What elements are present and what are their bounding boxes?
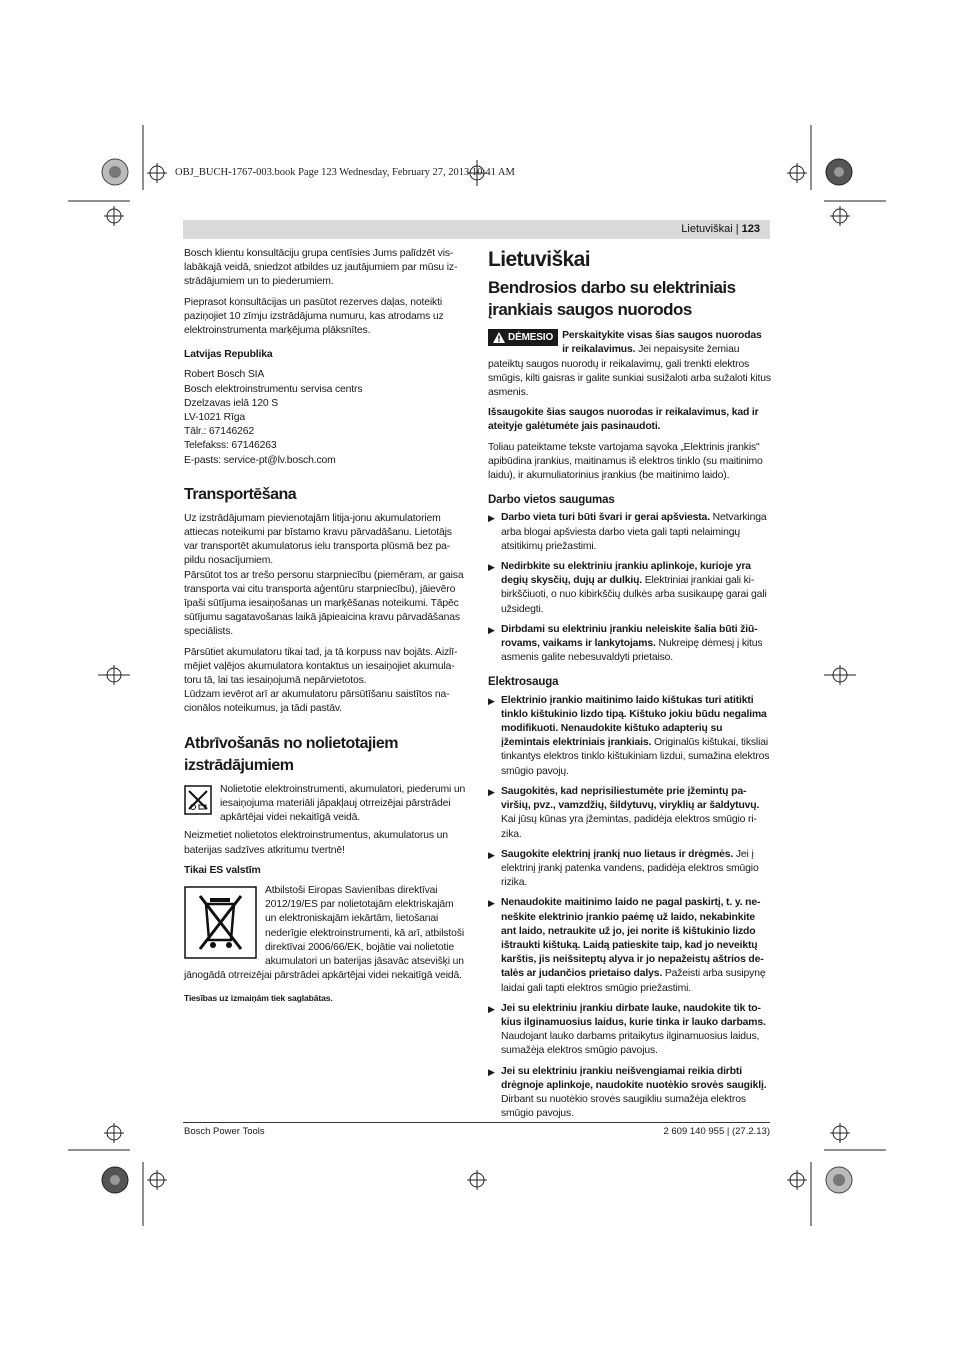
header-text: Lietuviškai | 123 [681, 223, 760, 235]
item-bold: Dirbdami su elektriniu įrankiu neleiskite šalia būti žiūrovams, vaikams ir lankytojams. [501, 623, 758, 650]
item-text: Naudojant lauko darbams pritaikytus ilginamuosius laidus, sumažėja elektros smūgio pavojus. [501, 1031, 760, 1057]
item-text: Dirbant su nuotėkio srovės saugikliu sumažėja elektros smūgio pavojus. [501, 1093, 746, 1120]
paragraph: Bosch klientu konsultāciju grupa centīsies Jums palīdzēt vislabākajā veidā, sniedzot atbildes uz jautājumiem par mūsu izstrādājumiem un to piederumiem. [184, 248, 458, 288]
list-item [488, 896, 771, 995]
paragraph: Uz izstrādājumam pievienotajām litija-jonu akumulatoriem attiecas noteikumi par bīstamo kravu pārvadāšanu. Lietotājs var transportēt akumulatorus ielu transporta plūsmā bez papildu nosacījumiem. [184, 512, 452, 567]
address-line: Bosch elektroinstrumentu servisa centrs [184, 383, 363, 395]
paragraph: Pārsūtot tos ar trešo personu starpniecību (piemēram, ar gaisa transporta vai citu transporta aģentūru starpniecību), jāievēro īpaši sūtījuma iesaiņošanas un marķēšanas noteikumi. Tāpēc sūtījumu sagatavošanas laikā jāpieaicina kravu pārvadāšanas speciālists. [184, 569, 464, 638]
paragraph: Pieprasot konsultācijas un pasūtot rezerves daļas, noteikti paziņojiet 10 zīmju izstrādājuma numuru, kas atrodams uz elektroinstrumenta marķējuma plāksnītes. [184, 296, 444, 337]
item-bold: Saugokite elektrinį įrankį nuo lietaus ir drėgmės. [501, 848, 734, 860]
list-item [488, 1065, 771, 1122]
page-number: 123 [741, 223, 760, 235]
section-heading-transport: Transportēšana [184, 485, 297, 503]
item-text: Pažeisti arba susipynę laidai gali tapti elektros smūgio priežastimi. [501, 968, 766, 994]
paragraph: Atbilstoši Eiropas Savienības direktīvai 2012/19/ES par nolietotajām elektriskajām un elektroniskajām iekārtām, lietošanai nederīgie elektroinstrumenti, kā arī, atbilstoši direktīvai 2006/66/EK, bojātie vai nolietotie akumulatori un baterijas jāsavāc atsevišķi un jānogādā otrreizējai pārstrādei apkārtējai videi nekaitīgā veidā. [184, 884, 464, 982]
eu-only-heading: Tikai ES valstīm [184, 864, 261, 876]
address-line: Robert Bosch SIA [184, 369, 265, 381]
arrow-bullet-icon: ▶ [488, 1003, 495, 1014]
subsection-heading-work: Darbo vietos saugumas [488, 494, 615, 507]
address-block [184, 368, 467, 467]
warning-triangle-icon [493, 332, 505, 343]
address-line: Dzelzavas ielā 120 S [184, 397, 279, 409]
arrow-bullet-icon: ▶ [488, 695, 495, 706]
paragraph: Neizmetiet nolietotos elektroinstrumentus, akumulatorus un baterijas sadzīves atkritumu tvertnē! [184, 830, 448, 856]
footer-brand: Bosch Power Tools [184, 1126, 265, 1137]
item-bold: Elektrinio įrankio maitinimo laido kištukas turi atitikti tinklo kištukinio lizdo tipą. Kištuko jokiu būdu negalima modifikuoti. Nenaudokite kištuko adapterių su įžemintais elektriniais įrankiais. [501, 694, 767, 749]
warning-text: Jei nepaisysite žemiau pateiktų saugos nuorodų ir reikalavimų, gali trenkti elektros smūgis, kilti gaisras ir galite sunkiai susižaloti arba sužaloti kitus asmenis. [488, 344, 771, 399]
list-item [488, 623, 771, 666]
item-bold: Darbo vieta turi būti švari ir gerai apšviesta. [501, 512, 710, 524]
list-item [488, 785, 771, 842]
item-text: Netvarkinga arba blogai apšviesta darbo vieta gali tapti nelaimingų atsitikimų priežastimi. [501, 512, 767, 552]
recycle-tools-icon [184, 785, 212, 815]
paragraph: Lūdzam ievērot arī ar akumulatoru pārsūtīšanu saistītos nacionālos noteikumus, ja tādi pastāv. [184, 689, 450, 715]
section-heading-safety: Bendrosios darbo su elektriniais įrankiais saugos nuorodos [488, 278, 736, 320]
rights-note: Tiesības uz izmaiņām tiek saglabātas. [184, 993, 333, 1004]
item-text: Jei į elektrinį įrankį patenka vandens, padidėja elektros smūgio rizika. [501, 848, 759, 889]
list-item [488, 1002, 771, 1059]
arrow-bullet-icon: ▶ [488, 898, 495, 909]
address-line: Tālr.: 67146262 [184, 426, 254, 438]
country-heading: Latvijas Republika [184, 349, 273, 361]
header-language: Lietuviškai [681, 223, 733, 235]
electrical-safety-list [488, 694, 771, 1122]
paragraph: Pārsūtiet akumulatoru tikai tad, ja tā korpuss nav bojāts. Aizlīmējiet vaļējos akumulatora kontaktus un iesaiņojiet akumulatoru tā, lai tas iesaiņojumā nepārvietotos. [184, 646, 458, 687]
item-text: Elektriniai įrankiai gali kibirkščiuoti, o nuo kibirkščių dulkės arba susikaupę garai gali užsidegti. [501, 575, 767, 615]
right-column [488, 250, 771, 1127]
paragraph: Nolietotie elektroinstrumenti, akumulatori, piederumi un iesaiņojuma materiāli jāpakļauj otrreizējai pārstrādei apkārtējai videi nekaitīgā veidā. [220, 783, 466, 824]
arrow-bullet-icon: ▶ [488, 1066, 495, 1077]
left-column [184, 247, 467, 1012]
list-item [488, 511, 771, 554]
disposal-block [184, 783, 467, 826]
item-bold: Jei su elektriniu įrankiu dirbate lauke, naudokite tik tokius ilginamuosius laidus, kurie tinka ir lauko darbams. [501, 1002, 766, 1028]
item-text: Kai jūsų kūnas yra įžemintas, padidėja elektros smūgio rizika. [501, 814, 757, 840]
warning-badge [488, 329, 558, 346]
arrow-bullet-icon: ▶ [488, 562, 495, 573]
list-item [488, 694, 771, 779]
warning-paragraph [488, 329, 771, 400]
item-bold: Jei su elektriniu įrankiu neišvengiamai reikia dirbti drėgnoje aplinkoje, naudokite nuotėkio srovės saugiklį. [501, 1065, 767, 1091]
item-bold: Saugokitės, kad neprisiliestumėte prie įžemintų paviršių, pvz., vamzdžių, šildytuvų, viryklių ar šaldytuvų. [501, 785, 760, 812]
address-line: LV-1021 Rīga [184, 412, 245, 424]
item-text: Nukreipę dėmesį į kitus asmenis galite nebesuvaldyti prietaiso. [501, 638, 763, 664]
arrow-bullet-icon: ▶ [488, 786, 495, 797]
crossed-bin-icon [184, 886, 257, 959]
warning-badge-label: DĖMESIO [508, 331, 554, 343]
section-heading-disposal: Atbrīvošanās no nolietotajiem izstrādājumiem [184, 734, 398, 774]
arrow-bullet-icon: ▶ [488, 513, 495, 524]
page-title: Lietuviškai [488, 248, 590, 271]
keep-instructions: Išsaugokite šias saugos nuorodas ir reikalavimus, kad ir ateityje galėtumėte jais pasinaudoti. [488, 407, 759, 433]
footer-divider [183, 1122, 770, 1123]
list-item [488, 848, 771, 891]
work-safety-list [488, 511, 771, 665]
print-info-line: OBJ_BUCH-1767-003.book Page 123 Wednesday, February 27, 2013 10:41 AM [175, 167, 515, 178]
subsection-heading-electric: Elektrosauga [488, 676, 559, 689]
footer-doc-number: 2 609 140 955 | (27.2.13) [663, 1126, 770, 1137]
address-line: Telefakss: 67146263 [184, 440, 277, 452]
item-bold: Nenaudokite maitinimo laido ne pagal paskirtį, t. y. neneškite elektrinio įrankio paėmę už laido, nekabinkite ant laido, netraukite už jo, jei norite iš kištukinio lizdo ištraukti kištuką. Laidą patieskite taip, kad jo neveiktų karštis, jis neišsiteptų alyva ir jo nepažeistų aštrios detalės ar judančios prietaiso dalys. [501, 897, 764, 980]
paragraph: Toliau pateiktame tekste vartojama sąvoka „Elektrinis įrankis" apibūdina įrankius, maitinamus iš elektros tinklo (su maitinimo laidu), ir akumuliatorinius įrankius (be maitinimo laido). [488, 441, 763, 482]
page-header-bar [183, 220, 770, 239]
address-line: E-pasts: service-pt@lv.bosch.com [184, 454, 336, 466]
arrow-bullet-icon: ▶ [488, 624, 495, 635]
arrow-bullet-icon: ▶ [488, 849, 495, 860]
warning-bold-text: Perskaitykite visas šias saugos nuorodas ir reikalavimus. [562, 330, 762, 356]
list-item [488, 560, 771, 617]
item-bold: Nedirbkite su elektriniu įrankiu aplinkoje, kurioje yra degių skysčių, dujų ar dulkių. [501, 561, 751, 587]
item-text: Originalūs kištukai, tiksliai tinkantys elektros tinklo kištukiniam lizdui, sumažina elektros smūgio pavojų. [501, 737, 770, 777]
eu-block [184, 884, 467, 983]
